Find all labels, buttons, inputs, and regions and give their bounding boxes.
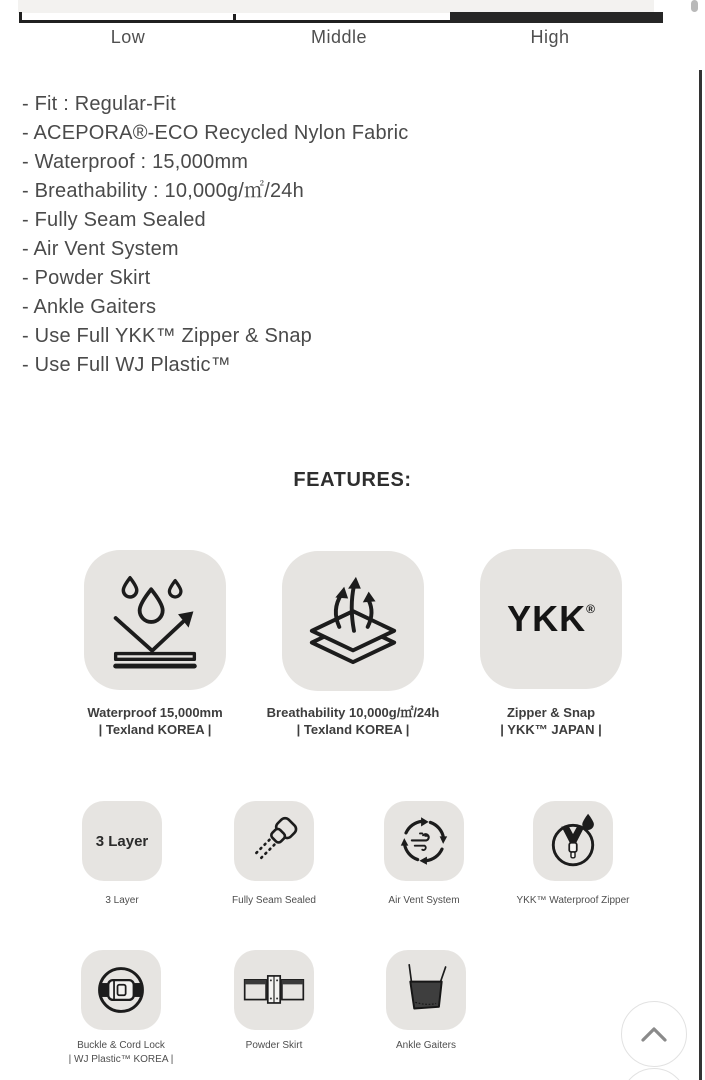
breathability-caption: Breathability 10,000g/㎡/24h | Texland KOREA | bbox=[266, 705, 440, 737]
rating-scale-tick-middle bbox=[233, 14, 236, 23]
waterproof-zipper-caption: YKK™ Waterproof Zipper bbox=[516, 895, 630, 906]
features-heading: FEATURES: bbox=[293, 469, 412, 491]
ankle-gaiters-feature-card bbox=[386, 950, 466, 1030]
ankle-gaiters-caption: Ankle Gaiters bbox=[395, 1040, 457, 1051]
scroll-button-partial[interactable] bbox=[621, 1068, 687, 1080]
scroll-to-top-button[interactable] bbox=[621, 1001, 687, 1067]
ykk-logo: YKK® bbox=[507, 598, 595, 639]
three-layer-icon: 3 Layer bbox=[95, 832, 149, 850]
spec-item-breathability: - Breathability : 10,000g/㎡/24h bbox=[22, 180, 304, 202]
spec-item-fit: - Fit : Regular-Fit bbox=[22, 93, 176, 115]
spec-item-fabric: - ACEPORA®-ECO Recycled Nylon Fabric bbox=[22, 122, 409, 144]
window-edge-line bbox=[699, 70, 702, 1080]
powder-skirt-caption: Powder Skirt bbox=[245, 1040, 303, 1051]
rating-label-high: High bbox=[530, 27, 570, 47]
spec-item-seam-sealed: - Fully Seam Sealed bbox=[22, 209, 206, 231]
spec-list bbox=[22, 90, 642, 380]
powder-skirt-feature-card bbox=[234, 950, 314, 1030]
waterproof-feature-card bbox=[84, 550, 226, 690]
waterproof-caption: Waterproof 15,000mm | Texland KOREA | bbox=[87, 705, 223, 737]
powder-skirt-icon bbox=[243, 973, 305, 1007]
zipper-snap-caption: Zipper & Snap | YKK™ JAPAN | bbox=[500, 705, 602, 737]
seam-sealed-caption: Fully Seam Sealed bbox=[232, 895, 316, 906]
breathability-icon bbox=[301, 572, 405, 670]
three-layer-feature-card bbox=[82, 801, 162, 881]
buckle-cord-lock-icon bbox=[92, 961, 150, 1019]
rating-label-low: Low bbox=[110, 27, 146, 47]
waterproof-zipper-feature-card bbox=[533, 801, 613, 881]
spec-item-waterproof: - Waterproof : 15,000mm bbox=[22, 151, 249, 173]
buckle-feature-card bbox=[81, 950, 161, 1030]
waterproof-zipper-icon bbox=[544, 812, 602, 870]
buckle-caption: Buckle & Cord Lock | WJ Plastic™ KOREA | bbox=[68, 1040, 174, 1065]
spec-item-powder-skirt: - Powder Skirt bbox=[22, 267, 151, 289]
three-layer-caption: 3 Layer bbox=[105, 895, 139, 906]
spec-item-ykk-zipper: - Use Full YKK™ Zipper & Snap bbox=[22, 325, 312, 347]
scrollbar-thumb[interactable] bbox=[691, 0, 698, 12]
ankle-gaiters-icon bbox=[398, 962, 454, 1018]
spec-item-air-vent: - Air Vent System bbox=[22, 238, 179, 260]
air-vent-icon bbox=[395, 812, 453, 870]
rating-scale-fill-high bbox=[450, 12, 663, 23]
seam-sealed-feature-card bbox=[234, 801, 314, 881]
rating-label-middle: Middle bbox=[310, 27, 368, 47]
spec-item-ankle-gaiters: - Ankle Gaiters bbox=[22, 296, 157, 318]
rating-scale-tick-start bbox=[19, 12, 22, 23]
chevron-up-icon bbox=[639, 1026, 669, 1043]
ykk-feature-card bbox=[480, 549, 622, 689]
air-vent-feature-card bbox=[384, 801, 464, 881]
waterproof-icon bbox=[107, 570, 203, 670]
breathability-feature-card bbox=[282, 551, 424, 691]
spec-item-wj-plastic: - Use Full WJ Plastic™ bbox=[22, 354, 231, 376]
air-vent-caption: Air Vent System bbox=[388, 895, 460, 906]
seam-sealed-icon bbox=[245, 812, 303, 870]
